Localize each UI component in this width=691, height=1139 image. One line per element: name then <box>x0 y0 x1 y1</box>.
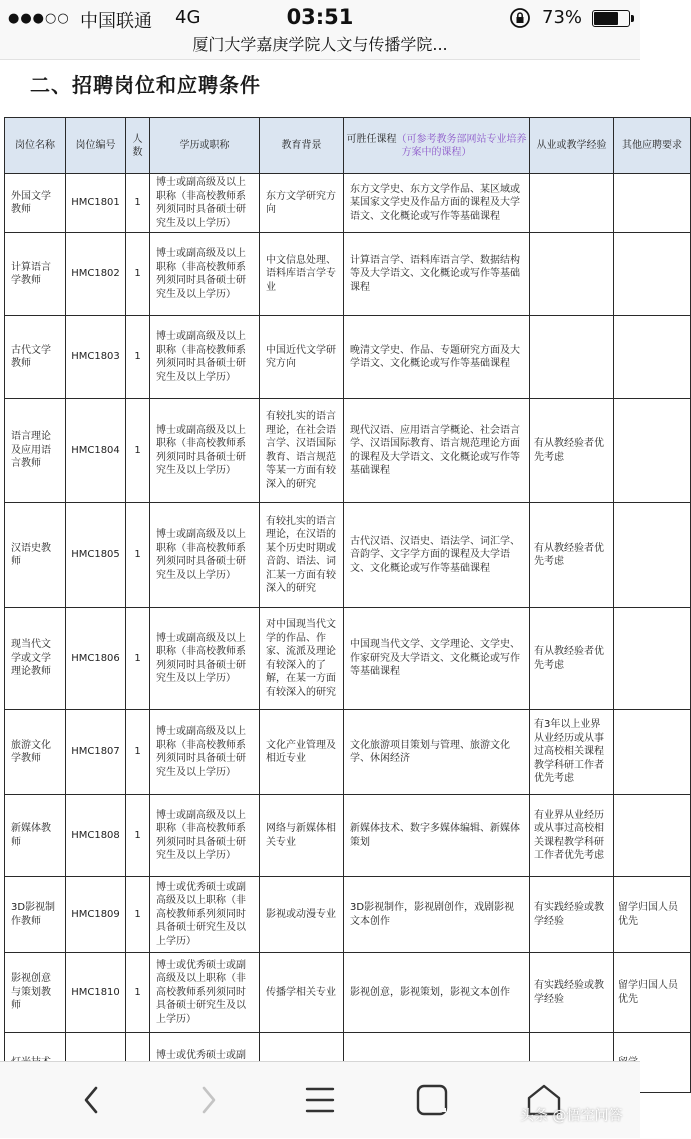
cell-background: 传播学相关专业 <box>260 953 344 1033</box>
cell-course: 晚清文学史、作品、专题研究方面及大学语文、文化概论或写作等基础课程 <box>344 316 530 399</box>
table-row <box>5 316 691 399</box>
cell-experience: 有业界从业经历或从事过高校相关课程教学科研工作者优先考虑 <box>530 795 614 877</box>
section-heading: 二、招聘岗位和应聘条件 <box>30 73 261 97</box>
watermark: 头条 @悟空问答 <box>520 1108 623 1124</box>
cell-count: 1 <box>126 608 150 710</box>
cell-count: 1 <box>126 503 150 608</box>
cell-background: 影视或动漫专业 <box>260 877 344 953</box>
cell-edu: 博士或副高级及以上职称（非高校教师系列须同时具备硕士研究生及以上学历） <box>150 399 260 503</box>
cell-experience <box>530 316 614 399</box>
page-title: 厦门大学嘉庚学院人文与传播学院... <box>192 35 448 54</box>
tabs-icon <box>412 1080 452 1120</box>
cell-background: 有较扎实的语言理论，在汉语的某个历史时期或音韵、语法、词汇某一方面有较深入的研究 <box>260 503 344 608</box>
cell-experience: 有从教经验者优先考虑 <box>530 503 614 608</box>
cell-course: 东方文学史、东方文学作品、某区域或某国家文学史及作品方面的课程及大学语文、文化概论或写作等基础课程 <box>344 174 530 233</box>
cell-name: 新媒体教师 <box>5 795 66 877</box>
header-course-label: 可胜任课程 <box>346 133 397 145</box>
recruitment-table <box>4 117 691 1093</box>
cell-course: 现代汉语、应用语言学概论、社会语言学、汉语国际教育、语言规范理论方面的课程及大学语文、文化概论或写作等基础课程 <box>344 399 530 503</box>
cell-course: 影视创意，影视策划，影视文本创作 <box>344 953 530 1033</box>
header-background: 教育背景 <box>260 118 344 174</box>
header-other: 其他应聘要求 <box>614 118 691 174</box>
cell-edu: 博士或副高级及以上职称（非高校教师系列须同时具备硕士研究生及以上学历） <box>150 316 260 399</box>
cell-experience <box>530 233 614 316</box>
cell-code: HMC1801 <box>66 174 126 233</box>
battery-icon <box>592 10 630 27</box>
cell-background: 中国近代文学研究方向 <box>260 316 344 399</box>
cell-edu: 博士或优秀硕士或副高级及以上职称（非高校教师系列须同时具备硕士研究生及以上学历） <box>150 953 260 1033</box>
menu-button[interactable] <box>280 1062 360 1139</box>
table-row <box>5 503 691 608</box>
cell-other: 留学归国人员优先 <box>614 953 691 1033</box>
table-row <box>5 953 691 1033</box>
cell-background: 对中国现当代文学的作品、作家、流派及理论有较深入的了解，在某一方面有较深入的研究 <box>260 608 344 710</box>
table-header-row <box>5 118 691 174</box>
cell-edu: 博士或副高级及以上职称（非高校教师系列须同时具备硕士研究生及以上学历） <box>150 608 260 710</box>
header-count: 人数 <box>126 118 150 174</box>
cell-other <box>614 608 691 710</box>
cell-course: 文化旅游项目策划与管理、旅游文化学、休闲经济 <box>344 710 530 795</box>
forward-button[interactable] <box>168 1062 248 1139</box>
cell-code: HMC1807 <box>66 710 126 795</box>
cell-count: 1 <box>126 795 150 877</box>
table-row <box>5 795 691 877</box>
cell-edu: 博士或优秀硕士或副高级及以上职称（非高校教师系列须同时具备硕士研究生及以上学历） <box>150 877 260 953</box>
cell-name: 古代文学教师 <box>5 316 66 399</box>
cell-experience: 有从教经验者优先考虑 <box>530 608 614 710</box>
cell-code: HMC1806 <box>66 608 126 710</box>
carrier-name: 中国联通 <box>80 11 152 32</box>
cell-other: 留学归国人员优先 <box>614 877 691 953</box>
cell-background: 东方文学研究方向 <box>260 174 344 233</box>
cell-other <box>614 710 691 795</box>
battery-level <box>594 12 618 25</box>
cell-experience: 有实践经验或教学经验 <box>530 877 614 953</box>
back-button[interactable] <box>52 1062 132 1139</box>
cell-count: 1 <box>126 710 150 795</box>
table-row <box>5 710 691 795</box>
cell-count: 1 <box>126 953 150 1033</box>
cell-other <box>614 399 691 503</box>
cell-edu: 博士或副高级及以上职称（非高校教师系列须同时具备硕士研究生及以上学历） <box>150 503 260 608</box>
header-name: 岗位名称 <box>5 118 66 174</box>
title-bar[interactable] <box>0 34 640 60</box>
cell-code: HMC1808 <box>66 795 126 877</box>
table-row <box>5 233 691 316</box>
cell-name: 计算语言学教师 <box>5 233 66 316</box>
home-button[interactable] <box>504 1062 584 1139</box>
status-bar <box>0 0 640 34</box>
cell-experience <box>530 174 614 233</box>
header-course <box>344 118 530 174</box>
cell-course: 计算语言学、语料库语言学、数据结构等及大学语文、文化概论或写作等基础课程 <box>344 233 530 316</box>
cell-count: 1 <box>126 174 150 233</box>
cell-name: 外国文学教师 <box>5 174 66 233</box>
cell-course: 3D影视制作，影视剧创作，戏剧影视文本创作 <box>344 877 530 953</box>
signal-strength-icon: ●●●○○ <box>8 11 70 26</box>
cell-other <box>614 233 691 316</box>
cell-other <box>614 174 691 233</box>
tabs-button[interactable] <box>392 1062 472 1139</box>
cell-other <box>614 795 691 877</box>
cell-name: 语言理论及应用语言教师 <box>5 399 66 503</box>
back-icon <box>72 1080 112 1120</box>
table-row <box>5 608 691 710</box>
cell-edu: 博士或副高级及以上职称（非高校教师系列须同时具备硕士研究生及以上学历） <box>150 710 260 795</box>
cell-course: 新媒体技术、数字多媒体编辑、新媒体策划 <box>344 795 530 877</box>
header-experience: 从业或教学经验 <box>530 118 614 174</box>
forward-icon <box>188 1080 228 1120</box>
cell-code: HMC1803 <box>66 316 126 399</box>
cell-background: 网络与新媒体相关专业 <box>260 795 344 877</box>
cell-name: 影视创意与策划教师 <box>5 953 66 1033</box>
cell-course: 古代汉语、汉语史、语法学、词汇学、音韵学、文字学方面的课程及大学语文、文化概论或写作等基础课程 <box>344 503 530 608</box>
cell-name: 3D影视制作教师 <box>5 877 66 953</box>
cell-name: 汉语史教师 <box>5 503 66 608</box>
cell-course: 中国现当代文学、文学理论、文学史、作家研究及大学语文、文化概论或写作等基础课程 <box>344 608 530 710</box>
cell-experience: 有3年以上业界从业经历或从事过高校相关课程教学科研工作者优先考虑 <box>530 710 614 795</box>
cell-edu: 博士或副高级及以上职称（非高校教师系列须同时具备硕士研究生及以上学历） <box>150 174 260 233</box>
cell-code: HMC1809 <box>66 877 126 953</box>
network-type: 4G <box>175 7 201 28</box>
cell-code: HMC1810 <box>66 953 126 1033</box>
cell-name: 旅游文化学教师 <box>5 710 66 795</box>
battery-tip <box>631 15 634 22</box>
cell-code: HMC1802 <box>66 233 126 316</box>
menu-icon <box>300 1080 340 1120</box>
battery-percentage: 73% <box>542 7 583 28</box>
cell-count: 1 <box>126 399 150 503</box>
rotation-lock-icon <box>508 6 532 30</box>
cell-count: 1 <box>126 877 150 953</box>
browser-toolbar <box>0 1061 640 1138</box>
header-course-hint: （可参考教务部网站专业培养方案中的课程） <box>396 133 527 158</box>
cell-background: 文化产业管理及相近专业 <box>260 710 344 795</box>
table-row <box>5 174 691 233</box>
cell-edu: 博士或优秀硕士或副 <box>150 1033 260 1093</box>
cell-edu: 博士或副高级及以上职称（非高校教师系列须同时具备硕士研究生及以上学历） <box>150 795 260 877</box>
cell-experience: 有实践经验或教学经验 <box>530 953 614 1033</box>
cell-background: 有较扎实的语言理论，在社会语言学、汉语国际教育、语言规范等某一方面有较深入的研究 <box>260 399 344 503</box>
page-content[interactable] <box>0 61 682 1061</box>
cell-background: 中文信息处理、语料库语言学专业 <box>260 233 344 316</box>
cell-count: 1 <box>126 316 150 399</box>
cell-edu: 博士或副高级及以上职称（非高校教师系列须同时具备硕士研究生及以上学历） <box>150 233 260 316</box>
cell-code: HMC1805 <box>66 503 126 608</box>
header-code: 岗位编号 <box>66 118 126 174</box>
cell-experience: 有从教经验者优先考虑 <box>530 399 614 503</box>
clock: 03:51 <box>286 5 354 29</box>
cell-other <box>614 503 691 608</box>
cell-code: HMC1804 <box>66 399 126 503</box>
cell-other <box>614 316 691 399</box>
table-row <box>5 877 691 953</box>
table-row <box>5 399 691 503</box>
cell-count: 1 <box>126 233 150 316</box>
header-edu: 学历或职称 <box>150 118 260 174</box>
cell-name: 现当代文学或文学理论教师 <box>5 608 66 710</box>
